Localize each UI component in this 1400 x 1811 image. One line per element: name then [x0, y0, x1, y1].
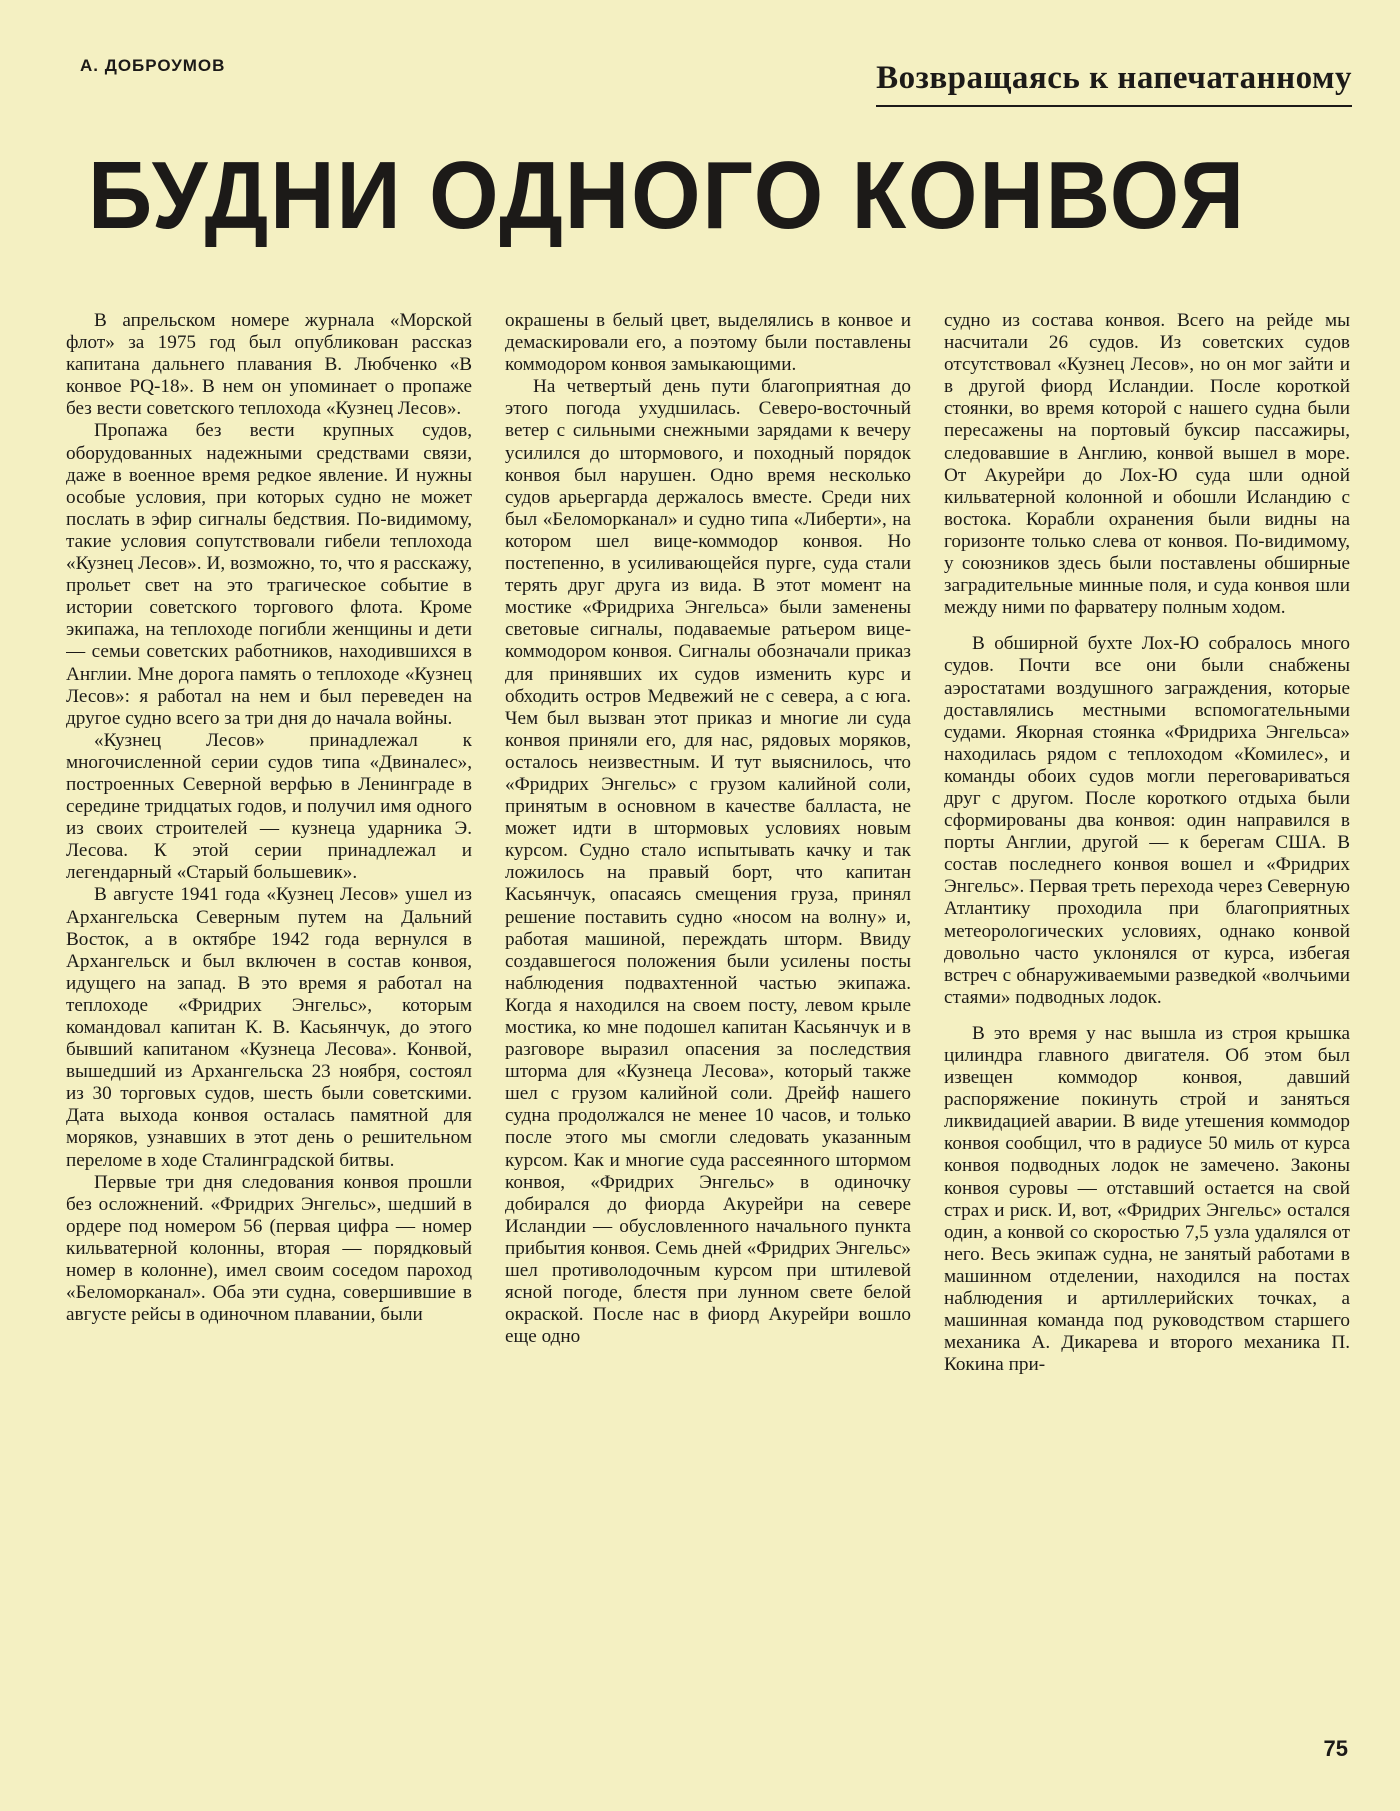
paragraph: Пропажа без вести крупных судов, оборудованных надежными средствами связи, даже в военное время редкое явление. И нужны особые условия, при которых судно не может послать в эфир сигналы бедствия. По-видимому, такие условия сопутствовали гибели теплохода «Кузнец Лесов». И, возможно, то, что я расскажу, прольет свет на это трагическое событие в истории советского торгового флота. Кроме экипажа, на теплоходе погибли женщины и дети — семьи советских работников, находившихся в Англии. Мне дорога память о теплоходе «Кузнец Лесов»: я работал на нем и был переведен на другое судно всего за три дня до начала войны. — [66, 420, 472, 729]
paragraph: «Кузнец Лесов» принадлежал к многочисленной серии судов типа «Двиналес», построенных Северной верфью в Ленинграде в середине тридцатых годов, и получил имя одного из своих строителей — кузнеца ударника Э. Лесова. К этой серии принадлежал и легендарный «Старый большевик». — [66, 729, 472, 884]
paragraph: В обширной бухте Лох-Ю собралось много судов. Почти все они были снабжены аэростатами воздушного заграждения, которые доставлялись местными вспомогательными судами. Якорная стоянка «Фридриха Энгельса» находилась рядом с теплоходом «Комилес», и команды обоих судов могли переговариваться друг с другом. После короткого отдыха были сформированы два конвоя: один направился в порты Англии, другой — к берегам США. В состав последнего конвоя вошел и «Фридрих Энгельс». Первая треть перехода через Северную Атлантику проходила при благоприятных метеорологических условиях, однако конвой довольно часто уклонялся от курса, избегая встреч с обнаруживаемыми разведкой «волчьими стаями» подводных лодок. — [944, 633, 1350, 1008]
article-body — [66, 310, 1350, 1730]
text-column-1 — [66, 310, 472, 1730]
paragraph: На четвертый день пути благоприятная до этого погода ухудшилась. Северо-восточный ветер с сильными снежными зарядами к вечеру усилился до штормового, и походный порядок конвоя был нарушен. Одно время несколько судов арьергарда держалось вместе. Среди них был «Беломорканал» и судно типа «Либерти», на котором шел вице-коммодор конвоя. Но постепенно, в усиливающейся пурге, суда стали терять друг друга из вида. В этот момент на мостике «Фридриха Энгельса» были заменены световые сигналы, подаваемые ратьером вице-коммодором конвоя. Сигналы обозначали приказ для принявших их судов изменить курс и обходить остров Медвежий не с севера, а с юга. Чем был вызван этот приказ и многие ли суда конвоя приняли его, для нас, рядовых моряков, осталось неизвестным. И тут выяснилось, что «Фридрих Энгельс» с грузом калийной соли, принятым в основном в качестве балласта, не может идти в штормовых условиях новым курсом. Судно стало испытывать качку и так ложилось на правый борт, что капитан Касьянчук, опасаясь смещения груза, принял решение поставить судно «носом на волну» и, работая машиной, переждать шторм. Ввиду создавшегося положения были усилены посты наблюдения подвахтенной частью экипажа. Когда я находился на своем посту, левом крыле мостика, ко мне подошел капитан Касьянчук и в разговоре выразил опасения за последствия шторма для «Кузнеца Лесова», который также шел с грузом калийной соли. Дрейф нашего судна продолжался не менее 10 часов, и только после этого мы смогли следовать указанным курсом. Как и многие суда рассеянного штормом конвоя, «Фридрих Энгельс» в одиночку добирался до фиорда Акурейри на севере Исландии — обусловленного начального пункта прибытия конвоя. Семь дней «Фридрих Энгельс» шел противолодочным курсом при штилевой ясной погоде, блестя при лунном свете белой окраской. После нас в фиорд Акурейри вошло еще одно — [505, 376, 911, 1348]
paragraph: В апрельском номере журнала «Морской флот» за 1975 год был опубликован рассказ капитана дальнего плавания В. Любченко «В конвое PQ-18». В нем он упоминает о пропаже без вести советского теплохода «Кузнец Лесов». — [66, 310, 472, 420]
text-column-2 — [505, 310, 911, 1730]
paragraph: В августе 1941 года «Кузнец Лесов» ушел из Архангельска Северным путем на Дальний Восток, а в октябре 1942 года вернулся в Архангельск и был включен в состав конвоя, идущего на запад. В это время я работал на теплоходе «Фридрих Энгельс», которым командовал капитан К. В. Касьянчук, до этого бывший капитаном «Кузнеца Лесова». Конвой, вышедший из Архангельска 23 ноября, состоял из 30 торговых судов, шесть были советскими. Дата выхода конвоя осталась памятной для моряков, узнавших в этот день о решительном переломе в ходе Сталинградской битвы. — [66, 884, 472, 1171]
text-column-3 — [944, 310, 1350, 1730]
paragraph: окрашены в белый цвет, выделялись в конвое и демаскировали его, а поэтому были поставлены коммодором конвоя замыкающими. — [505, 310, 911, 376]
section-rubric: Возвращаясь к напечатанному — [876, 60, 1352, 107]
paragraph: Первые три дня следования конвоя прошли без осложнений. «Фридрих Энгельс», шедший в ордере под номером 56 (первая цифра — номер кильватерной колонны, вторая — порядковый номер в колонне), имел своим соседом пароход «Беломорканал». Оба эти судна, совершившие в августе рейсы в одиночном плавании, были — [66, 1171, 472, 1326]
paragraph: В это время у нас вышла из строя крышка цилиндра главного двигателя. Об этом был извещен коммодор конвоя, давший распоряжение покинуть строй и заняться ликвидацией аварии. В виде утешения коммодор конвоя сообщил, что в радиусе 50 миль от курса конвоя подводных лодок не замечено. Законы конвоя суровы — отставший остается на свой страх и риск. И, вот, «Фридрих Энгельс» остался один, а конвой со скоростью 7,5 узла удалялся от него. Весь экипаж судна, не занятый работами в машинном отделении, находился на постах наблюдения и артиллерийских точках, а машинная команда под руководством старшего механика А. Дикарева и второго механика П. Кокина при- — [944, 1022, 1350, 1376]
paragraph: судно из состава конвоя. Всего на рейде мы насчитали 26 судов. Из советских судов отсутствовал «Кузнец Лесов», но он мог зайти и в другой фиорд Исландии. После короткой стоянки, во время которой с нашего судна были пересажены на портовый буксир пассажиры, следовавшие в Англию, конвой вышел в море. От Акурейри до Лох-Ю суда шли одной кильватерной колонной и обошли Исландию с востока. Корабли охранения были видны на горизонте только слева от конвоя. По-видимому, у союзников здесь были поставлены обширные заградительные минные поля, и суда конвоя шли между ними по фарватеру полным ходом. — [944, 310, 1350, 619]
article-title: БУДНИ ОДНОГО КОНВОЯ — [88, 142, 1246, 249]
page-number: 75 — [1323, 1736, 1348, 1761]
author-name: А. ДОБРОУМОВ — [80, 56, 226, 75]
